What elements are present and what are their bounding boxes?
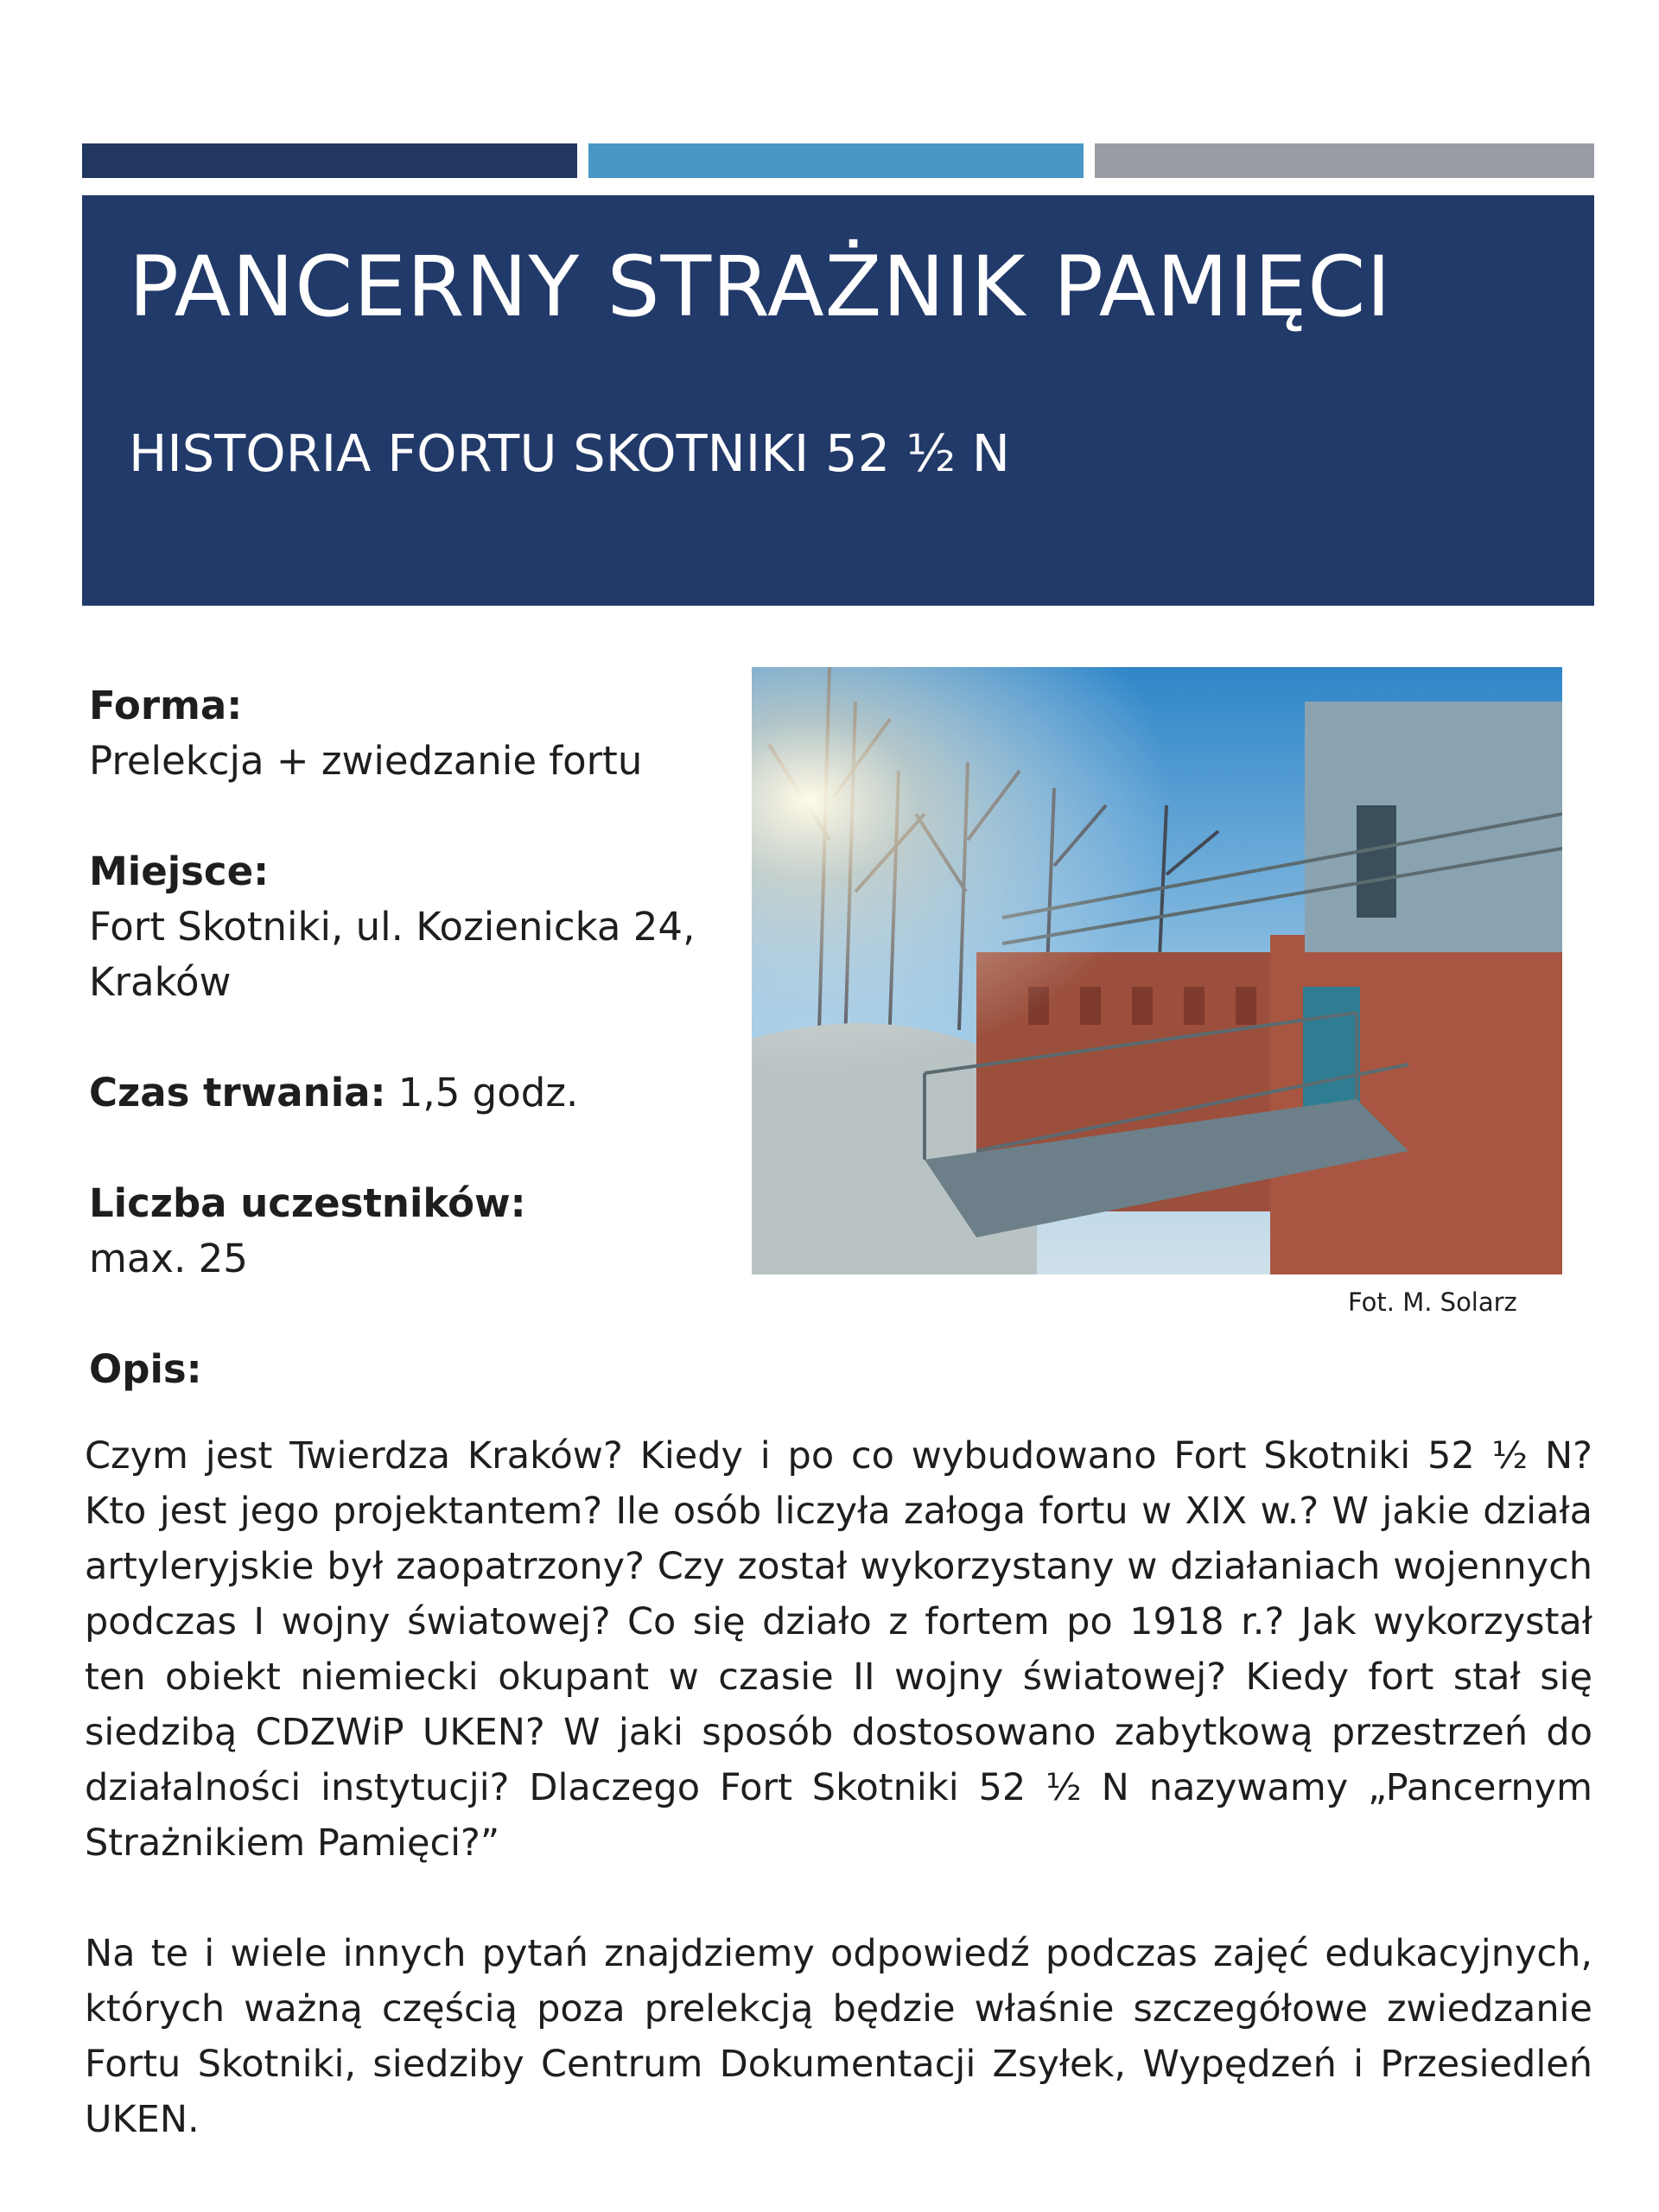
decor-bar-blue	[588, 143, 1084, 178]
event-info	[89, 678, 711, 1342]
info-czas	[89, 1065, 711, 1121]
czas-label: Czas trwania:	[89, 1070, 386, 1116]
forma-label: Forma:	[89, 683, 243, 728]
liczba-label: Liczba uczestników:	[89, 1180, 526, 1226]
decor-bar-navy	[82, 143, 577, 178]
info-miejsce	[89, 844, 711, 1010]
liczba-value: max. 25	[89, 1236, 248, 1281]
miejsce-label: Miejsce:	[89, 849, 270, 894]
miejsce-value-line2: Kraków	[89, 959, 232, 1005]
opis-label: Opis:	[89, 1346, 202, 1392]
miejsce-value-line1: Fort Skotniki, ul. Kozienicka 24,	[89, 904, 696, 950]
fort-photo	[752, 667, 1562, 1274]
page-subtitle: HISTORIA FORTU SKOTNIKI 52 ½ N	[129, 423, 1010, 483]
description-paragraph-2: Na te i wiele innych pytań znajdziemy odpowiedź podczas zajęć edukacyjnych, których ważną częścią poza prelekcją będzie właśnie szczegółowe zwiedzanie Fortu Skotniki, siedziby Centrum Dokumentacji Zsyłek, Wypędzeń i Przesiedleń UKEN.	[85, 1932, 1592, 2141]
decor-bar-gray	[1095, 143, 1594, 178]
description-paragraph-1: Czym jest Twierdza Kraków? Kiedy i po co wybudowano Fort Skotniki 52 ½ N? Kto jest jego projektantem? Ile osób liczyła załoga fortu w XIX w.? W jakie działa artyleryjskie był zaopatrzony? Czy został wykorzystany w działaniach wojennych podczas I wojny światowej? Co się działo z fortem po 1918 r.? Jak wykorzystał ten obiekt niemiecki okupant w czasie II wojny światowej? Kiedy fort stał się siedzibą CDZWiP UKEN? W jaki sposób dostosowano zabytkową przestrzeń do działalności instytucji? Dlaczego Fort Skotniki 52 ½ N nazywamy „Pancernym Strażnikiem Pamięci?”	[85, 1434, 1592, 1865]
forma-value: Prelekcja + zwiedzanie fortu	[89, 738, 643, 784]
czas-value: 1,5 godz.	[385, 1070, 579, 1116]
description	[85, 1428, 1592, 2147]
page-title: PANCERNY STRAŻNIK PAMIĘCI	[129, 238, 1392, 335]
info-liczba	[89, 1176, 711, 1287]
photo-credit: Fot. M. Solarz	[1348, 1287, 1517, 1317]
title-banner	[82, 195, 1594, 606]
info-forma	[89, 678, 711, 789]
